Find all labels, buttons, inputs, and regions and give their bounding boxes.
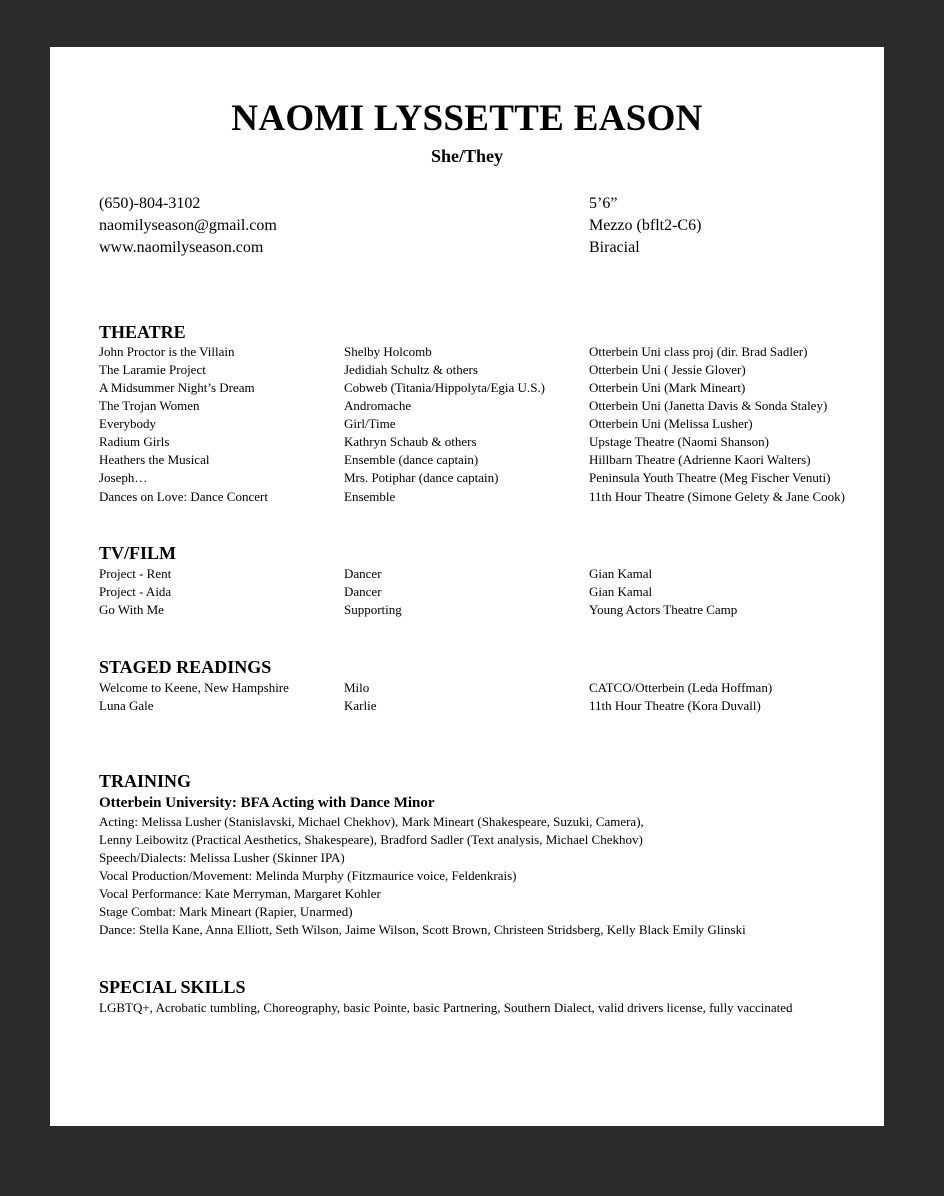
show-title: Radium Girls (99, 434, 170, 449)
role: Girl/Time (344, 416, 396, 431)
phone-number: (650)-804-3102 (99, 195, 201, 212)
company: CATCO/Otterbein (Leda Hoffman) (589, 680, 773, 695)
company: Otterbein Uni ( Jessie Glover) (589, 362, 746, 377)
training-line: Lenny Leibowitz (Practical Aesthetics, Shakespeare), Bradford Sadler (Text analysis, Michael Chekhov) (99, 832, 643, 847)
skills-heading: SPECIAL SKILLS (99, 977, 246, 997)
training-line: Stage Combat: Mark Mineart (Rapier, Unarmed) (99, 904, 353, 919)
role: Karlie (344, 698, 377, 713)
resume-name: NAOMI LYSSETTE EASON (231, 98, 703, 139)
training-line: Dance: Stella Kane, Anna Elliott, Seth Wilson, Jaime Wilson, Scott Brown, Christeen Stridsberg, Kelly Black Emily Glinski (99, 922, 746, 937)
role: Jedidiah Schultz & others (344, 362, 478, 377)
company: Gian Kamal (589, 584, 653, 599)
show-title: Welcome to Keene, New Hampshire (99, 680, 289, 695)
role: Andromache (344, 398, 412, 413)
role: Dancer (344, 566, 382, 581)
show-title: Project - Aida (99, 584, 172, 599)
role: Milo (344, 680, 370, 695)
website: www.naomilyseason.com (99, 239, 264, 256)
show-title: Luna Gale (99, 698, 154, 713)
show-title: Everybody (99, 416, 157, 431)
training-line: Acting: Melissa Lusher (Stanislavski, Michael Chekhov), Mark Mineart (Shakespeare, Suzuki, Camera), (99, 814, 644, 829)
company: Otterbein Uni (Mark Mineart) (589, 380, 746, 395)
training-line: Vocal Performance: Kate Merryman, Margaret Kohler (99, 886, 381, 901)
role: Dancer (344, 584, 382, 599)
show-title: Heathers the Musical (99, 452, 210, 467)
show-title: Go With Me (99, 602, 164, 617)
training-heading: TRAINING (99, 771, 192, 791)
voice-range: Mezzo (bflt2-C6) (589, 217, 702, 234)
show-title: The Trojan Women (99, 398, 200, 413)
company: Hillbarn Theatre (Adrienne Kaori Walters) (589, 452, 811, 467)
show-title: The Laramie Project (99, 362, 206, 377)
company: 11th Hour Theatre (Kora Duvall) (589, 698, 761, 713)
company: Otterbein Uni class proj (dir. Brad Sadler) (589, 344, 808, 359)
company: Otterbein Uni (Melissa Lusher) (589, 416, 753, 431)
training-school: Otterbein University: BFA Acting with Dance Minor (99, 795, 435, 811)
role: Kathryn Schaub & others (344, 434, 477, 449)
resume-page (50, 47, 884, 1126)
skills-text: LGBTQ+, Acrobatic tumbling, Choreography, basic Pointe, basic Partnering, Southern Dialect, valid drivers license, fully vaccinated (99, 1000, 793, 1015)
role: Supporting (344, 602, 402, 617)
show-title: Dances on Love: Dance Concert (99, 489, 268, 504)
training-line: Vocal Production/Movement: Melinda Murphy (Fitzmaurice voice, Feldenkrais) (99, 868, 517, 883)
role: Mrs. Potiphar (dance captain) (344, 470, 499, 485)
role: Ensemble (dance captain) (344, 452, 479, 467)
company: 11th Hour Theatre (Simone Gelety & Jane Cook) (589, 489, 845, 504)
pronouns: She/They (430, 146, 504, 166)
company: Young Actors Theatre Camp (589, 602, 738, 617)
readings-heading: STAGED READINGS (99, 657, 272, 677)
company: Otterbein Uni (Janetta Davis & Sonda Staley) (589, 398, 828, 413)
role: Shelby Holcomb (344, 344, 432, 359)
theatre-heading: THEATRE (99, 322, 186, 342)
email-address: naomilyseason@gmail.com (99, 217, 277, 234)
ethnicity: Biracial (589, 239, 640, 256)
show-title: Project - Rent (99, 566, 172, 581)
training-line: Speech/Dialects: Melissa Lusher (Skinner IPA) (99, 850, 345, 865)
company: Upstage Theatre (Naomi Shanson) (589, 434, 769, 449)
height: 5’6” (589, 195, 618, 212)
show-title: A Midsummer Night’s Dream (99, 380, 255, 395)
show-title: John Proctor is the Villain (99, 344, 235, 359)
show-title: Joseph… (99, 470, 148, 485)
role: Cobweb (Titania/Hippolyta/Egia U.S.) (344, 380, 546, 395)
tvfilm-heading: TV/FILM (99, 543, 177, 563)
company: Gian Kamal (589, 566, 653, 581)
role: Ensemble (344, 489, 396, 504)
company: Peninsula Youth Theatre (Meg Fischer Venuti) (589, 470, 831, 485)
